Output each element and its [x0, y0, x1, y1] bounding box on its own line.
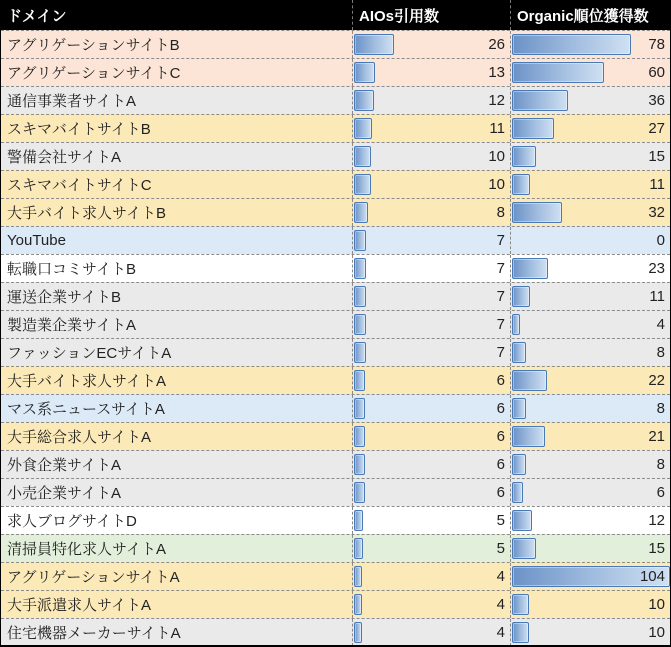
- aios-data-bar: [354, 146, 371, 167]
- aios-value: 5: [496, 512, 505, 529]
- organic-value: 78: [648, 36, 665, 53]
- organic-value: 12: [648, 512, 665, 529]
- aios-value: 7: [496, 288, 505, 305]
- organic-cell[interactable]: [511, 591, 670, 618]
- table-row[interactable]: [1, 450, 670, 478]
- aios-cell[interactable]: [353, 227, 511, 254]
- table-row[interactable]: [1, 590, 670, 618]
- aios-value: 10: [488, 176, 505, 193]
- aios-value: 6: [496, 456, 505, 473]
- aios-cell[interactable]: [353, 535, 511, 562]
- aios-cell[interactable]: [353, 367, 511, 394]
- organic-value: 15: [648, 148, 665, 165]
- organic-cell[interactable]: [511, 563, 670, 590]
- table-row[interactable]: [1, 394, 670, 422]
- organic-value: 10: [648, 624, 665, 641]
- table-row[interactable]: [1, 30, 670, 58]
- domain-cell[interactable]: 清掃員特化求人サイトA: [1, 535, 353, 562]
- organic-value: 11: [649, 288, 665, 305]
- organic-cell[interactable]: [511, 507, 670, 534]
- table-row[interactable]: [1, 226, 670, 254]
- organic-value: 6: [656, 484, 665, 501]
- organic-value: 0: [656, 232, 665, 249]
- organic-cell[interactable]: [511, 87, 670, 114]
- table-row[interactable]: [1, 534, 670, 562]
- aios-cell[interactable]: [353, 283, 511, 310]
- domain-cell[interactable]: スキマバイトサイトB: [1, 115, 353, 142]
- table-row[interactable]: [1, 198, 670, 226]
- table-row[interactable]: [1, 310, 670, 338]
- domain-cell[interactable]: 転職口コミサイトB: [1, 255, 353, 282]
- organic-data-bar: [512, 286, 530, 307]
- aios-value: 6: [496, 372, 505, 389]
- aios-value: 5: [496, 540, 505, 557]
- domain-cell[interactable]: スキマバイトサイトC: [1, 171, 353, 198]
- aios-value: 8: [496, 204, 505, 221]
- organic-cell[interactable]: [511, 199, 670, 226]
- organic-data-bar: [512, 454, 526, 475]
- organic-cell[interactable]: [511, 339, 670, 366]
- aios-value: 26: [488, 36, 505, 53]
- header-organic-rankings: Organic順位獲得数: [517, 7, 649, 25]
- organic-cell[interactable]: [511, 311, 670, 338]
- organic-cell[interactable]: [511, 171, 670, 198]
- organic-cell[interactable]: [511, 227, 670, 254]
- organic-cell[interactable]: [511, 479, 670, 506]
- aios-data-bar: [354, 230, 366, 251]
- aios-value: 7: [496, 316, 505, 333]
- aios-data-bar: [354, 398, 365, 419]
- aios-value: 4: [496, 624, 505, 641]
- aios-cell[interactable]: [353, 59, 511, 86]
- aios-value: 6: [496, 484, 505, 501]
- table-row[interactable]: [1, 366, 670, 394]
- domain-cell[interactable]: マス系ニュースサイトA: [1, 395, 353, 422]
- aios-data-bar: [354, 510, 363, 531]
- organic-data-bar: [512, 538, 536, 559]
- table-body: [1, 30, 670, 646]
- organic-data-bar: [512, 482, 523, 503]
- table-row[interactable]: [1, 142, 670, 170]
- aios-cell[interactable]: [353, 619, 511, 646]
- domain-cell[interactable]: アグリゲーションサイトB: [1, 31, 353, 58]
- organic-data-bar: [512, 34, 631, 55]
- table-row[interactable]: [1, 562, 670, 590]
- organic-data-bar: [512, 370, 547, 391]
- table-row[interactable]: [1, 478, 670, 506]
- organic-value: 8: [656, 400, 665, 417]
- domain-cell[interactable]: 運送企業サイトB: [1, 283, 353, 310]
- aios-data-bar: [354, 286, 366, 307]
- aios-data-bar: [354, 118, 372, 139]
- aios-cell[interactable]: [353, 339, 511, 366]
- organic-value: 104: [639, 568, 665, 585]
- table-row[interactable]: [1, 506, 670, 534]
- aios-cell[interactable]: [353, 423, 511, 450]
- aios-value: 4: [496, 568, 505, 585]
- aios-value: 6: [496, 428, 505, 445]
- aios-cell[interactable]: [353, 479, 511, 506]
- aios-data-bar: [354, 454, 365, 475]
- organic-data-bar: [512, 174, 530, 195]
- domain-cell[interactable]: 外食企業サイトA: [1, 451, 353, 478]
- organic-data-bar: [512, 202, 562, 223]
- domain-cell[interactable]: 大手総合求人サイトA: [1, 423, 353, 450]
- organic-cell[interactable]: [511, 255, 670, 282]
- organic-data-bar: [512, 314, 520, 335]
- aios-value: 7: [496, 260, 505, 277]
- domain-cell[interactable]: 警備会社サイトA: [1, 143, 353, 170]
- organic-value: 15: [648, 540, 665, 557]
- aios-value: 6: [496, 400, 505, 417]
- table-header-row: [1, 0, 670, 30]
- aios-value: 7: [496, 344, 505, 361]
- organic-data-bar: [512, 90, 568, 111]
- domain-cell[interactable]: 住宅機器メーカーサイトA: [1, 619, 353, 646]
- organic-cell[interactable]: [511, 143, 670, 170]
- domain-cell[interactable]: アグリゲーションサイトC: [1, 59, 353, 86]
- aios-data-bar: [354, 174, 371, 195]
- organic-data-bar: [512, 398, 526, 419]
- aios-cell[interactable]: [353, 87, 511, 114]
- organic-data-bar: [512, 118, 554, 139]
- aios-data-bar: [354, 314, 366, 335]
- aios-data-bar: [354, 566, 362, 587]
- aios-cell[interactable]: [353, 591, 511, 618]
- table-row[interactable]: [1, 58, 670, 86]
- domain-cell[interactable]: 求人ブログサイトD: [1, 507, 353, 534]
- aios-cell[interactable]: [353, 255, 511, 282]
- aios-data-bar: [354, 90, 374, 111]
- table-row[interactable]: [1, 282, 670, 310]
- domain-cell[interactable]: 製造業企業サイトA: [1, 311, 353, 338]
- domain-cell[interactable]: アグリゲーションサイトA: [1, 563, 353, 590]
- aios-cell[interactable]: [353, 563, 511, 590]
- organic-value: 23: [648, 260, 665, 277]
- table-row[interactable]: [1, 114, 670, 142]
- table-row[interactable]: [1, 618, 670, 646]
- organic-data-bar: [512, 426, 545, 447]
- aios-value: 7: [496, 232, 505, 249]
- aios-cell[interactable]: [353, 311, 511, 338]
- table-row[interactable]: [1, 338, 670, 366]
- aios-cell[interactable]: [353, 507, 511, 534]
- organic-value: 27: [648, 120, 665, 137]
- table-row[interactable]: [1, 170, 670, 198]
- organic-data-bar: [512, 594, 529, 615]
- domain-cell[interactable]: 通信事業者サイトA: [1, 87, 353, 114]
- organic-value: 10: [648, 596, 665, 613]
- organic-data-bar: [512, 146, 536, 167]
- domain-cell[interactable]: 大手派遣求人サイトA: [1, 591, 353, 618]
- organic-cell[interactable]: [511, 283, 670, 310]
- aios-data-bar: [354, 258, 366, 279]
- aios-cell[interactable]: [353, 451, 511, 478]
- aios-cell[interactable]: [353, 31, 511, 58]
- aios-cell[interactable]: [353, 199, 511, 226]
- organic-data-bar: [512, 510, 532, 531]
- organic-value: 22: [648, 372, 665, 389]
- organic-value: 8: [656, 456, 665, 473]
- aios-cell[interactable]: [353, 395, 511, 422]
- aios-data-bar: [354, 62, 375, 83]
- aios-cell[interactable]: [353, 143, 511, 170]
- organic-value: 11: [649, 176, 665, 193]
- domain-cell[interactable]: 大手バイト求人サイトA: [1, 367, 353, 394]
- organic-data-bar: [512, 342, 526, 363]
- table-row[interactable]: [1, 422, 670, 450]
- organic-data-bar: [512, 622, 529, 643]
- domain-cell[interactable]: 大手バイト求人サイトB: [1, 199, 353, 226]
- aios-data-bar: [354, 342, 366, 363]
- aios-cell[interactable]: [353, 171, 511, 198]
- aios-data-bar: [354, 426, 365, 447]
- aios-cell[interactable]: [353, 115, 511, 142]
- organic-value: 32: [648, 204, 665, 221]
- domain-cell[interactable]: YouTube: [1, 227, 353, 254]
- organic-cell[interactable]: [511, 59, 670, 86]
- organic-cell[interactable]: [511, 31, 670, 58]
- organic-data-bar: [512, 62, 604, 83]
- domain-cell[interactable]: 小売企業サイトA: [1, 479, 353, 506]
- organic-value: 36: [648, 92, 665, 109]
- header-aios-citations: AIOs引用数: [353, 0, 511, 30]
- table-row[interactable]: [1, 254, 670, 282]
- header-domain: ドメイン: [1, 0, 353, 30]
- aios-data-bar: [354, 538, 363, 559]
- aios-value: 4: [496, 596, 505, 613]
- organic-cell[interactable]: [511, 367, 670, 394]
- organic-cell[interactable]: [511, 535, 670, 562]
- aios-value: 11: [489, 120, 505, 137]
- organic-cell[interactable]: [511, 619, 670, 646]
- aios-value: 13: [488, 64, 505, 81]
- aios-value: 12: [488, 92, 505, 109]
- table-row[interactable]: [1, 86, 670, 114]
- aios-data-bar: [354, 622, 362, 643]
- organic-cell[interactable]: [511, 423, 670, 450]
- organic-cell[interactable]: [511, 395, 670, 422]
- organic-cell[interactable]: [511, 115, 670, 142]
- organic-data-bar: [512, 258, 548, 279]
- aios-data-bar: [354, 370, 365, 391]
- organic-cell[interactable]: [511, 451, 670, 478]
- aios-data-bar: [354, 482, 365, 503]
- aios-data-bar: [354, 34, 394, 55]
- organic-value: 4: [656, 316, 665, 333]
- organic-value: 21: [648, 428, 665, 445]
- domain-cell[interactable]: ファッションECサイトA: [1, 339, 353, 366]
- aios-value: 10: [488, 148, 505, 165]
- aios-data-bar: [354, 202, 368, 223]
- organic-value: 60: [648, 64, 665, 81]
- organic-value: 8: [656, 344, 665, 361]
- aios-data-bar: [354, 594, 362, 615]
